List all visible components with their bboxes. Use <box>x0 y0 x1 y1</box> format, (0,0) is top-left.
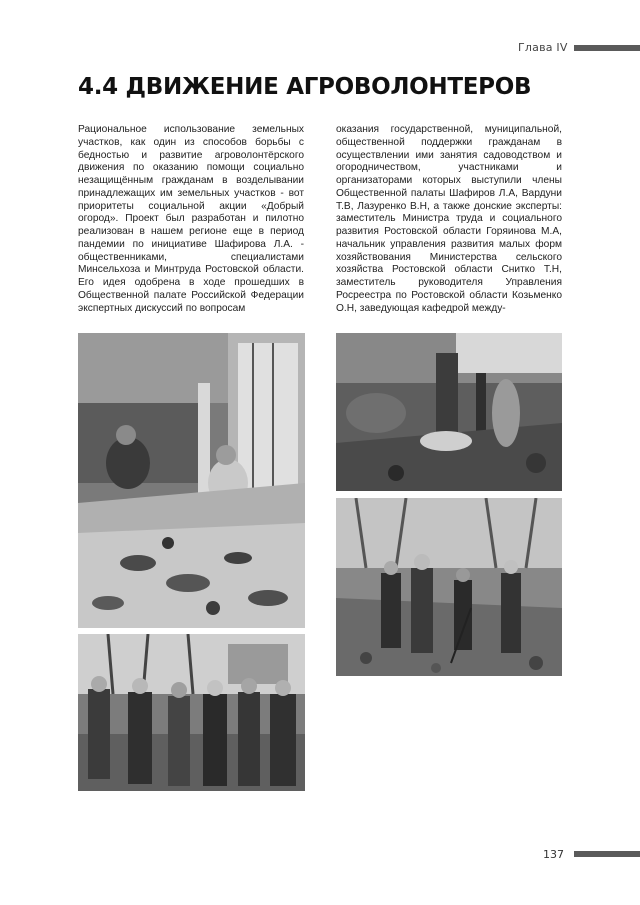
photo-group-portrait <box>78 634 305 791</box>
page-number-bar <box>574 851 640 857</box>
section-title: 4.4 ДВИЖЕНИЕ АГРОВОЛОНТЕРОВ <box>78 74 532 100</box>
photo-table-gathering <box>78 333 305 628</box>
page-number: 137 <box>543 848 564 861</box>
body-text-right-column: оказания государственной, муниципальной, общественной поддержки гражданам в осуществлении ими занятия садоводством и огородничеством, участниками и организаторами которых выступили члены Общественной палаты Шафиров Л.А, Вардуни Т.В, Лазуренко В.Н, а также донские эксперты: заместитель Министра труда и социального развития Ростовской области Горяинова М.А, начальник управления развития малых форм хозяйствования Министерства сельского хозяйства Ростовской области Снитко Т.Н, заместитель руководителя Управления Росреестра по Ростовской области Козьменко О.Н, заведующая кафедрой между- <box>336 124 562 314</box>
chapter-bar <box>574 45 640 51</box>
photo-garden-volunteers <box>336 498 562 676</box>
chapter-label: Глава IV <box>518 41 568 54</box>
body-text-left-column: Рациональное использование земельных участков, как один из способов борьбы с бедностью и развитие агроволонтёрского движения по оказанию помощи социально незащищённым гражданам в возделывании принадлежащих им земельных участков - вот приоритеты социальной акции «Добрый огород». Проект был разработан и пилотно реализован в нашем регионе еще в период пандемии по инициативе Шафирова Л.А. - общественниками, специалистами Минсельхоза и Минтруда Ростовской области. Его идея одобрена в ходе прошедших в Общественной палате Российской Федерации экспертных дискуссий по вопросам <box>78 124 304 314</box>
photo-tree-work <box>336 333 562 491</box>
